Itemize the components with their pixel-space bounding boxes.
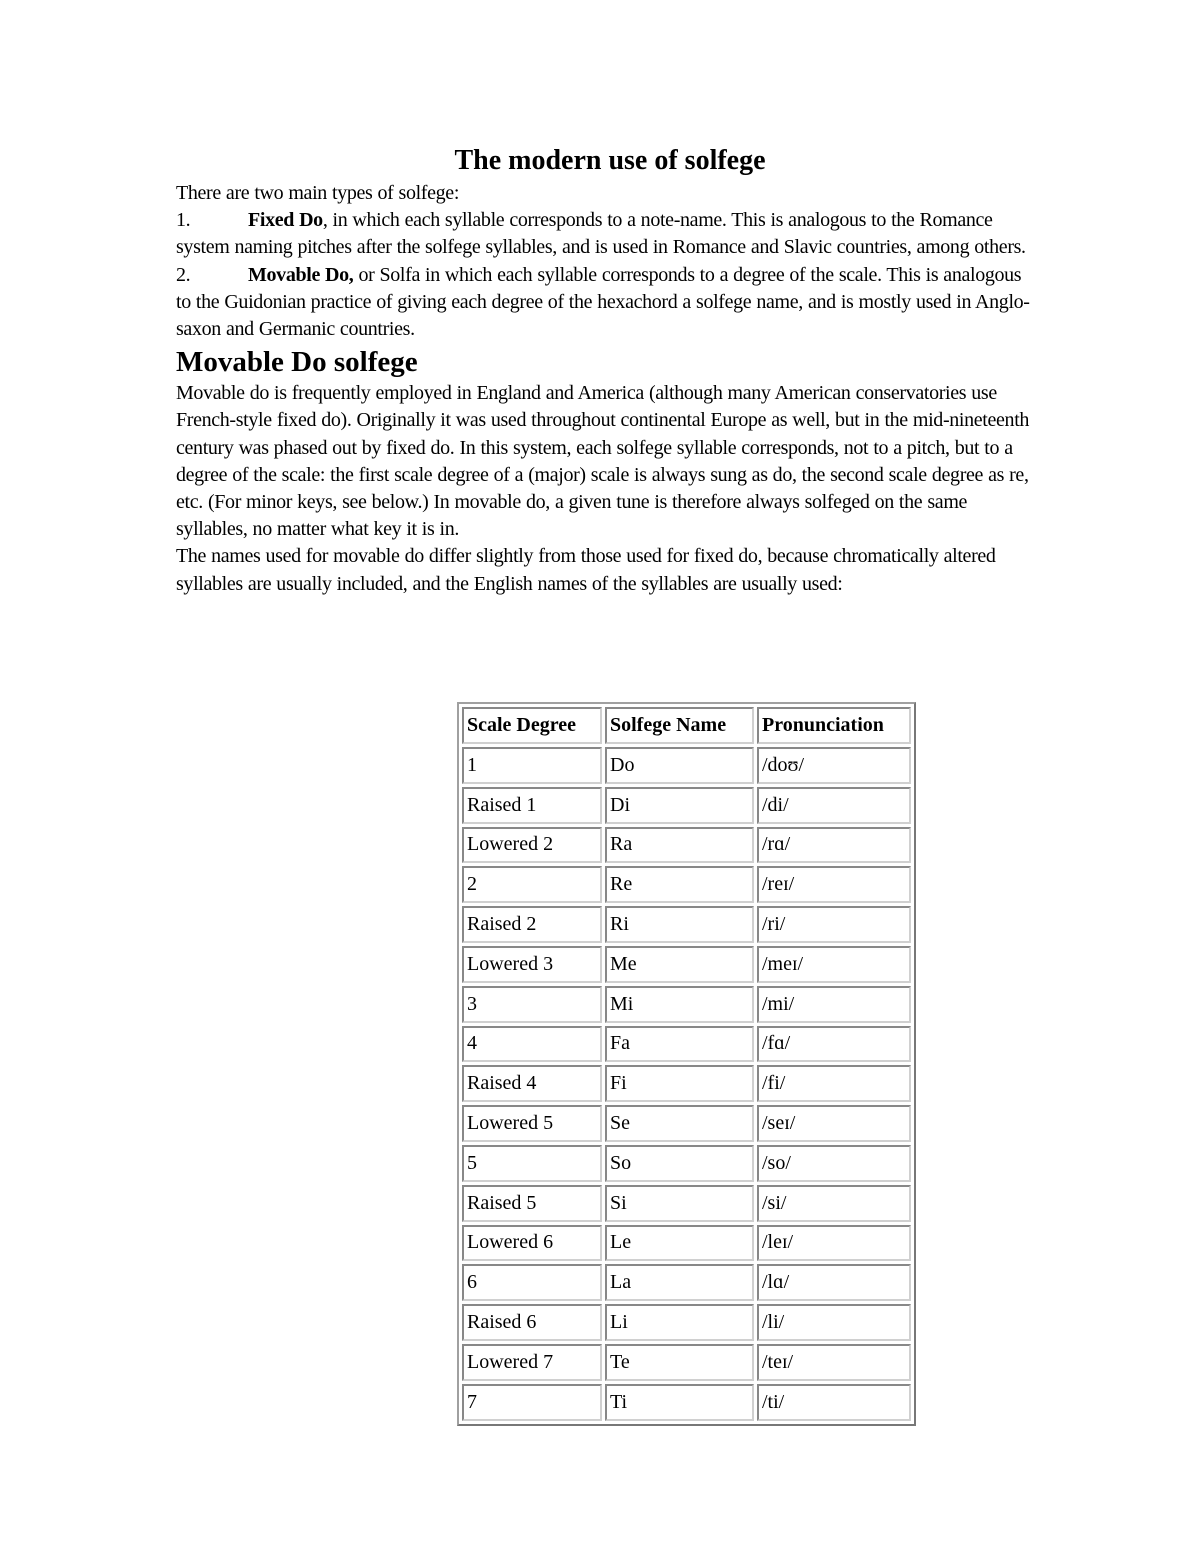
cell-scale-degree: Raised 4 xyxy=(462,1065,602,1102)
table-row xyxy=(462,1304,911,1341)
cell-pronunciation: /fi/ xyxy=(757,1065,911,1102)
cell-scale-degree: Lowered 2 xyxy=(462,827,602,864)
paragraph-movable-do: Movable do is frequently employed in England and America (although many American conservatories use French-style fixed do). Originally it was used throughout continental Europe as well, but in the mid-nineteenth century was phased out by fixed do. In this system, each solfege syllable corresponds, not to a pitch, but to a degree of the scale: the first scale degree of a (major) scale is always sung as do, the second scale degree as re, etc. (For minor keys, see below.) In movable do, a given tune is therefore always solfeged on the same syllables, no matter what key it is in. xyxy=(176,382,1030,541)
term-movable-do: Movable Do, xyxy=(248,263,354,286)
table-row xyxy=(462,827,911,864)
table-row xyxy=(462,946,911,983)
cell-pronunciation: /ri/ xyxy=(757,906,911,943)
cell-solfege-name: Te xyxy=(605,1344,754,1381)
intro-text: There are two main types of solfege: xyxy=(176,182,460,204)
cell-pronunciation: /leɪ/ xyxy=(757,1225,911,1262)
table-header-row xyxy=(462,707,911,744)
cell-pronunciation: /rɑ/ xyxy=(757,827,911,864)
cell-solfege-name: Di xyxy=(605,787,754,824)
cell-pronunciation: /doʊ/ xyxy=(757,747,911,784)
header-pronunciation: Pronunciation xyxy=(757,707,911,744)
cell-scale-degree: 3 xyxy=(462,986,602,1023)
cell-solfege-name: So xyxy=(605,1145,754,1182)
cell-pronunciation: /fɑ/ xyxy=(757,1026,911,1063)
cell-pronunciation: /so/ xyxy=(757,1145,911,1182)
table-row xyxy=(462,1105,911,1142)
cell-scale-degree: 5 xyxy=(462,1145,602,1182)
cell-solfege-name: Me xyxy=(605,946,754,983)
cell-scale-degree: 2 xyxy=(462,866,602,903)
table-row xyxy=(462,1145,911,1182)
cell-solfege-name: Le xyxy=(605,1225,754,1262)
cell-scale-degree: 6 xyxy=(462,1264,602,1301)
header-scale-degree: Scale Degree xyxy=(462,707,602,744)
list-number: 2. xyxy=(176,263,191,286)
cell-solfege-name: Ra xyxy=(605,827,754,864)
cell-pronunciation: /lɑ/ xyxy=(757,1264,911,1301)
document-body xyxy=(176,142,1036,598)
table-row xyxy=(462,986,911,1023)
table-row xyxy=(462,1026,911,1063)
list-item-fixed-do xyxy=(176,207,1036,261)
table-row xyxy=(462,747,911,784)
section-heading: Movable Do solfege xyxy=(176,346,418,379)
cell-solfege-name: Li xyxy=(605,1304,754,1341)
cell-scale-degree: 4 xyxy=(462,1026,602,1063)
cell-scale-degree: Raised 6 xyxy=(462,1304,602,1341)
cell-solfege-name: Re xyxy=(605,866,754,903)
cell-scale-degree: 1 xyxy=(462,747,602,784)
table-row xyxy=(462,787,911,824)
cell-pronunciation: /mi/ xyxy=(757,986,911,1023)
cell-pronunciation: /reɪ/ xyxy=(757,866,911,903)
table-row xyxy=(462,1344,911,1381)
cell-scale-degree: Lowered 7 xyxy=(462,1344,602,1381)
cell-scale-degree: Raised 1 xyxy=(462,787,602,824)
cell-pronunciation: /meɪ/ xyxy=(757,946,911,983)
cell-solfege-name: Fa xyxy=(605,1026,754,1063)
term-fixed-do: Fixed Do xyxy=(248,209,323,232)
cell-scale-degree: Lowered 6 xyxy=(462,1225,602,1262)
table-body xyxy=(462,747,911,1421)
cell-pronunciation: /ti/ xyxy=(757,1384,911,1421)
cell-scale-degree: Raised 5 xyxy=(462,1185,602,1222)
header-solfege-name: Solfege Name xyxy=(605,707,754,744)
list-item-text: or Solfa in which each syllable corresponds to a degree of the scale. This is analogous to the Guidonian practice of giving each degree of the hexachord a solfege name, and is mostly used in Anglo-saxon and Germanic countries. xyxy=(176,263,1030,341)
cell-solfege-name: Ri xyxy=(605,906,754,943)
cell-pronunciation: /teɪ/ xyxy=(757,1344,911,1381)
cell-scale-degree: Raised 2 xyxy=(462,906,602,943)
cell-solfege-name: Fi xyxy=(605,1065,754,1102)
paragraph-names: The names used for movable do differ slightly from those used for fixed do, because chromatically altered syllables are usually included, and the English names of the syllables are usually used: xyxy=(176,545,996,595)
table-row xyxy=(462,866,911,903)
cell-pronunciation: /seɪ/ xyxy=(757,1105,911,1142)
cell-pronunciation: /di/ xyxy=(757,787,911,824)
list-item-movable-do xyxy=(176,262,1036,344)
cell-pronunciation: /si/ xyxy=(757,1185,911,1222)
cell-solfege-name: Ti xyxy=(605,1384,754,1421)
list-number: 1. xyxy=(176,209,191,232)
cell-solfege-name: La xyxy=(605,1264,754,1301)
table-row xyxy=(462,1185,911,1222)
table-row xyxy=(462,1384,911,1421)
cell-solfege-name: Mi xyxy=(605,986,754,1023)
table-row xyxy=(462,1065,911,1102)
solfege-table-container xyxy=(457,702,916,1426)
cell-solfege-name: Si xyxy=(605,1185,754,1222)
cell-scale-degree: Lowered 5 xyxy=(462,1105,602,1142)
solfege-table xyxy=(457,702,916,1426)
table-row xyxy=(462,1264,911,1301)
cell-scale-degree: Lowered 3 xyxy=(462,946,602,983)
cell-solfege-name: Do xyxy=(605,747,754,784)
table-row xyxy=(462,1225,911,1262)
cell-solfege-name: Se xyxy=(605,1105,754,1142)
page-title: The modern use of solfege xyxy=(454,145,766,176)
cell-scale-degree: 7 xyxy=(462,1384,602,1421)
list-item-text: , in which each syllable corresponds to a note-name. This is analogous to the Romance system naming pitches after the solfege syllables, and is used in Romance and Slavic countries, among others. xyxy=(176,209,1026,259)
cell-pronunciation: /li/ xyxy=(757,1304,911,1341)
table-row xyxy=(462,906,911,943)
